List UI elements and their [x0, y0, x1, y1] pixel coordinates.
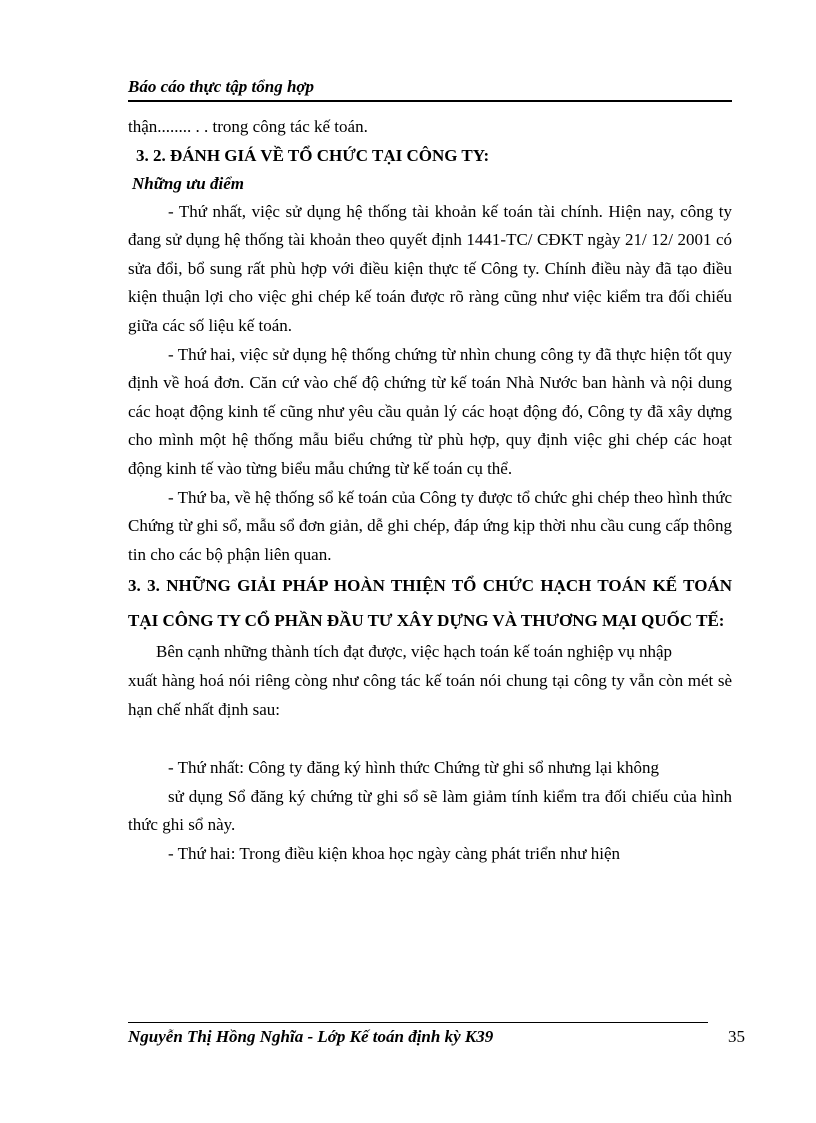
paragraph-first-limitation-a: - Thứ nhất: Công ty đăng ký hình thức Chứng từ ghi sổ nhưng lại không	[168, 758, 660, 778]
footer-author: Nguyễn Thị Hồng Nghĩa - Lớp Kế toán định kỳ K39	[128, 1027, 494, 1046]
section-heading-3-2: 3. 2. ĐÁNH GIÁ VỀ TỔ CHỨC TẠI CÔNG TY:	[136, 145, 490, 165]
page-header-title: Báo cáo thực tập tổng hợp	[128, 77, 315, 96]
page-number: 35	[728, 1027, 745, 1046]
blank-gap	[128, 724, 732, 754]
paragraph-third-advantage: - Thứ ba, về hệ thống sổ kế toán của Công ty được tổ chức ghi chép theo hình thức Chứng từ ghi sổ, mẫu sổ đơn giản, dễ ghi chép, đáp ứng kịp thời nhu cầu cung cấp thông tin cho các bộ phận liên quan.	[128, 487, 732, 564]
paragraph-limitations-intro-a: Bên cạnh những thành tích đạt được, việc hạch toán kế toán nghiệp vụ nhập	[156, 642, 673, 662]
paragraph-first-limitation-b: sử dụng Sổ đăng ký chứng từ ghi sổ sẽ làm giảm tính kiểm tra đối chiếu của hình thức ghi sổ này.	[128, 786, 732, 835]
subheading-advantages: Những ưu điểm	[132, 173, 245, 193]
paragraph-second-limitation: - Thứ hai: Trong điều kiện khoa học ngày càng phát triển như hiện	[168, 843, 621, 863]
paragraph-continuation: thận........ . . trong công tác kế toán.	[128, 117, 368, 136]
paragraph-limitations-intro-b: xuất hàng hoá nói riêng còng như công tác kế toán nói chung tại công ty vẫn còn mét sè hạn chế nhất định sau:	[128, 670, 732, 719]
footer-divider	[128, 1022, 708, 1023]
paragraph-first-advantage: - Thứ nhất, việc sử dụng hệ thống tài khoản kế toán tài chính. Hiện nay, công ty đang sử dụng hệ thống tài khoản theo quyết định 1441-TC/ CĐKT ngày 21/ 12/ 2001 có sửa đổi, bổ sung rất phù hợp với điều kiện thực tế Công ty. Chính điều này đã tạo điều kiện thuận lợi cho việc ghi chép kế toán được rõ ràng cũng như việc kiểm tra đối chiếu giữa các số liệu kế toán.	[128, 201, 732, 335]
paragraph-second-advantage: - Thứ hai, việc sử dụng hệ thống chứng từ nhìn chung công ty đã thực hiện tốt quy định về hoá đơn. Căn cứ vào chế độ chứng từ kế toán Nhà Nước ban hành và nội dung các hoạt động kinh tế cũng như yêu cầu quản lý các hoạt động đó, Công ty đã xây dựng cho mình một hệ thống mẫu biểu chứng từ phù hợp, quy định việc ghi chép các hoạt động kinh tế vào từng biểu mẫu chứng từ kế toán cụ thể.	[128, 344, 732, 478]
header-divider	[128, 100, 732, 102]
page-body	[128, 113, 732, 868]
section-heading-3-3: 3. 3. NHỮNG GIẢI PHÁP HOÀN THIỆN TỔ CHỨC HẠCH TOÁN KẾ TOÁN TẠI CÔNG TY CỔ PHẦN ĐẦU TƯ XÂY DỰNG VÀ THƯƠNG MẠI QUỐC TẾ:	[128, 576, 732, 630]
